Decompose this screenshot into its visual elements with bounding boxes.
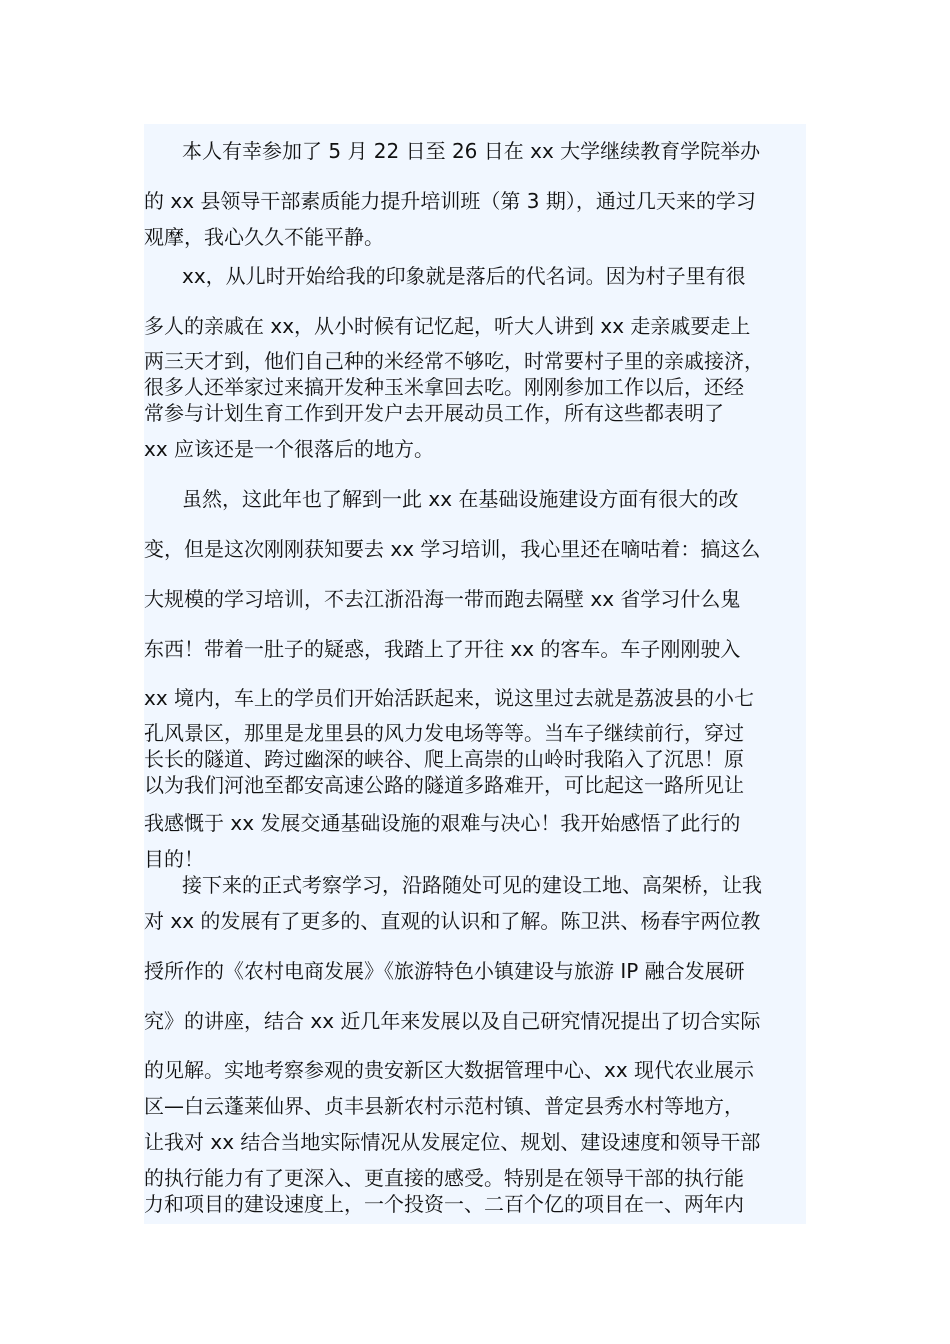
paragraph-4-line-8: 的执行能力有了更深入、更直接的感受。特别是在领导干部的执行能 [144,1166,744,1190]
paragraph-2-line-4: 很多人还举家过来搞开发种玉米拿回去吃。刚刚参加工作以后，还经 [144,375,744,399]
paragraph-3-line-5: xx 境内，车上的学员们开始活跃起来，说这里过去就是荔波县的小七 [144,686,755,710]
paragraph-3-line-6: 孔风景区，那里是龙里县的风力发电场等等。当车子继续前行，穿过 [144,721,744,745]
paragraph-1-line-1: 本人有幸参加了 5 月 22 日至 26 日在 xx 大学继续教育学院举办 [182,139,761,163]
paragraph-3-line-7: 长长的隧道、跨过幽深的峡谷、爬上高崇的山岭时我陷入了沉思！原 [144,747,744,771]
paragraph-4-line-1: 接下来的正式考察学习，沿路随处可见的建设工地、高架桥，让我 [182,873,762,897]
paragraph-4-line-6: 区—白云蓬莱仙界、贞丰县新农村示范村镇、普定县秀水村等地方， [144,1094,744,1118]
paragraph-2-line-6: xx 应该还是一个很落后的地方。 [144,437,435,461]
paragraph-1-line-3: 观摩，我心久久不能平静。 [144,225,384,249]
paragraph-3-line-9: 我感慨于 xx 发展交通基础设施的艰难与决心！我开始感悟了此行的 [144,811,741,835]
paragraph-4-line-9: 力和项目的建设速度上，一个投资一、二百个亿的项目在一、两年内 [144,1192,744,1216]
paragraph-3-line-3: 大规模的学习培训，不去江浙沿海一带而跑去隔壁 xx 省学习什么鬼 [144,587,741,611]
paragraph-3-line-10: 目的！ [144,847,204,871]
paragraph-3-line-4: 东西！带着一肚子的疑惑，我踏上了开往 xx 的客车。车子刚刚驶入 [144,637,741,661]
paragraph-4-line-3: 授所作的《农村电商发展》《旅游特色小镇建设与旅游 IP 融合发展研 [144,959,745,983]
paragraph-4-line-4: 究》的讲座，结合 xx 近几年来发展以及自己研究情况提出了切合实际 [144,1009,761,1033]
document-body [144,124,806,1224]
paragraph-4-line-7: 让我对 xx 结合当地实际情况从发展定位、规划、建设速度和领导干部 [144,1130,761,1154]
paragraph-4-line-5: 的见解。实地考察参观的贵安新区大数据管理中心、xx 现代农业展示 [144,1058,755,1082]
paragraph-2-line-5: 常参与计划生育工作到开发户去开展动员工作，所有这些都表明了 [144,401,724,425]
paragraph-1-line-2: 的 xx 县领导干部素质能力提升培训班（第 3 期），通过几天来的学习 [144,189,756,213]
paragraph-2-line-3: 两三天才到，他们自己种的米经常不够吃，时常要村子里的亲戚接济， [144,349,764,373]
paragraph-2-line-2: 多人的亲戚在 xx，从小时候有记忆起，听大人讲到 xx 走亲戚要走上 [144,314,751,338]
paragraph-4-line-2: 对 xx 的发展有了更多的、直观的认识和了解。陈卫洪、杨春宇两位教 [144,909,761,933]
paragraph-3-line-8: 以为我们河池至都安高速公路的隧道多路难开，可比起这一路所见让 [144,773,744,797]
paragraph-2-line-1: xx，从儿时开始给我的印象就是落后的代名词。因为村子里有很 [182,264,746,288]
paragraph-3-line-1: 虽然，这此年也了解到一此 xx 在基础设施建设方面有很大的改 [182,487,739,511]
paragraph-3-line-2: 变，但是这次刚刚获知要去 xx 学习培训，我心里还在嘀咕着：搞这么 [144,537,761,561]
